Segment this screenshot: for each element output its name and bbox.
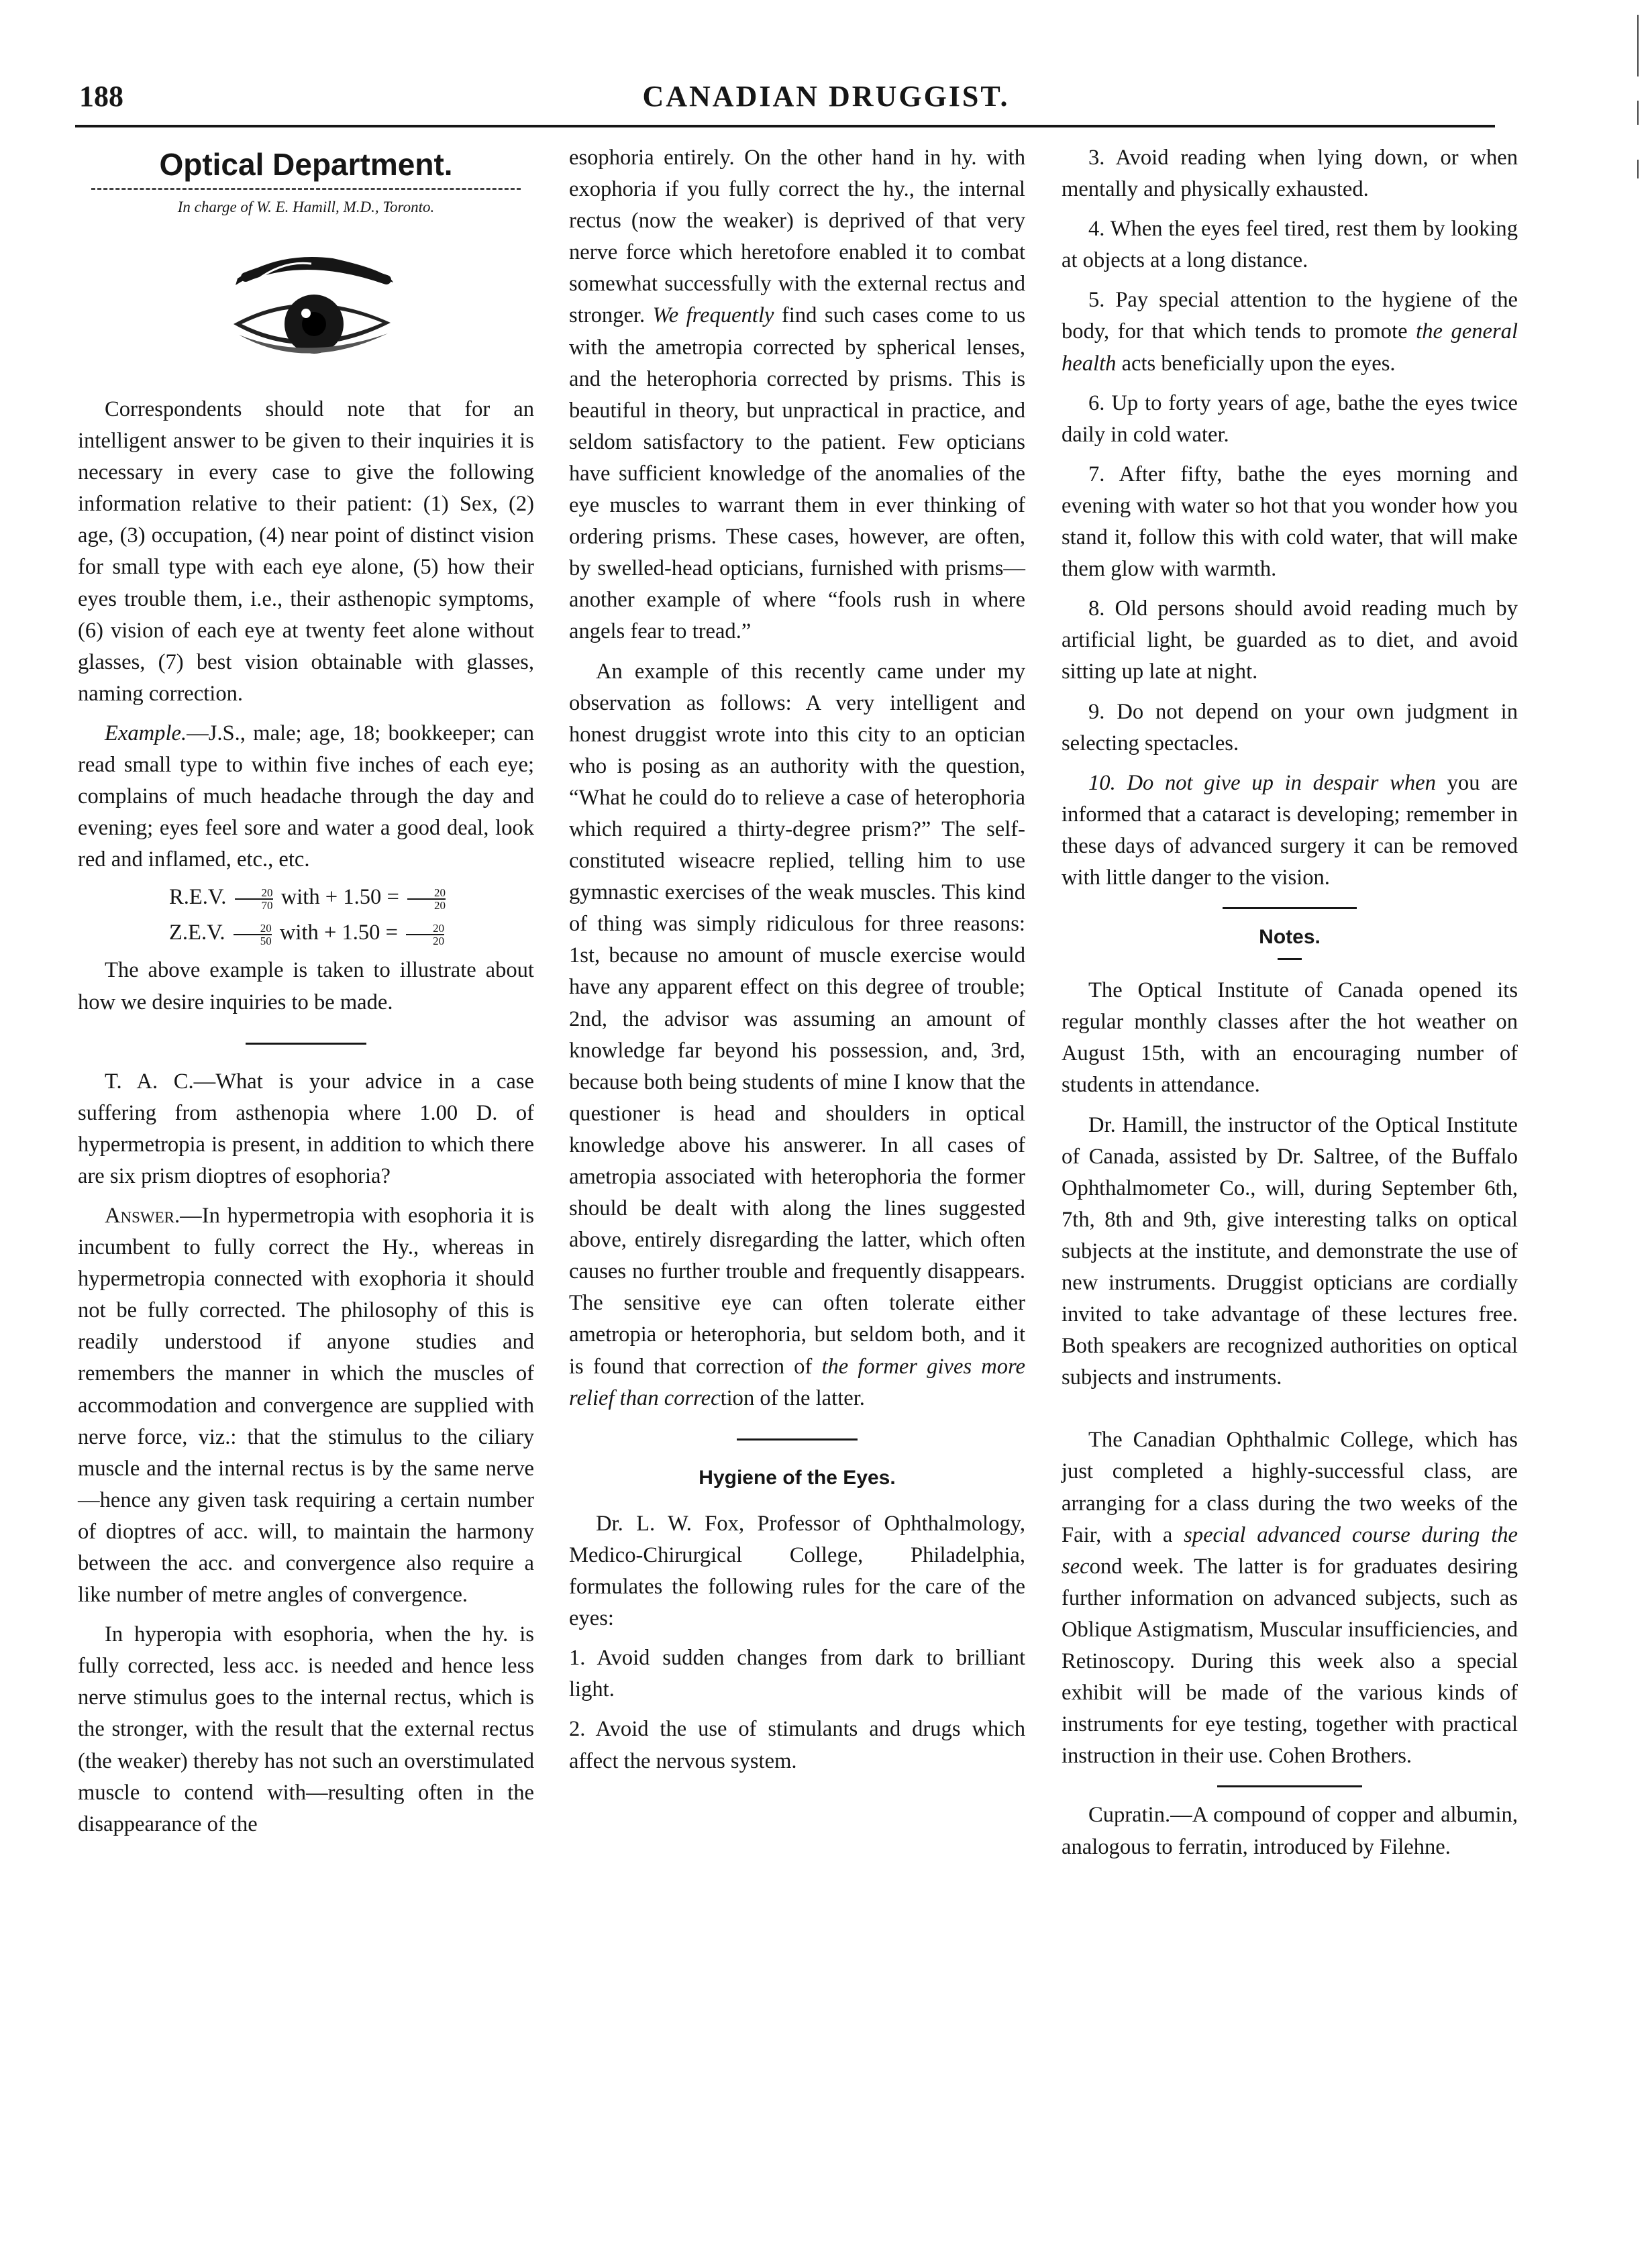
hygiene-heading: Hygiene of the Eyes. — [699, 1466, 896, 1489]
note-ophthalmic-college: The Canadian Ophthalmic College, which has just completed a highly-successful class, are arranging for a class during the two weeks of the Fair, with a special advanced course during the second week. The latter is for graduates desiring further information on advanced subjects, such as Oblique Astigmatism, Muscular insufficiencies, and Retinoscopy. During this week also a special exhibit will be made of the various kinds of instruments for eye testing, together with practical instruction in their use. Cohen Brothers. — [1062, 1428, 1518, 1769]
answer-text: —In hypermetropia with esophoria it is incumbent to fully correct the Hy., whereas in hypermetropia connected with exophoria it should not be fully corrected. The philosophy of this is readily understood if anyone studies and remembers the manner in which the muscles of accommodation and convergence are supplied with nerve force, viz.: that the stimulus to the ciliary muscle and the internal rectus is by the same nerve—hence any given task requiring a certain number of dioptres of acc. will, to maintain the harmony between the acc. and convergence also require a like number of metre angles of convergence. — [78, 1203, 534, 1608]
note-cupratin: Cupratin.—A compound of copper and albumin, analogous to ferratin, introduced by Filehne. — [1062, 1803, 1518, 1859]
answer-paragraph — [78, 1200, 534, 1611]
observation-paragraph: An example of this recently came under my observation as follows: A very intelligent and honest druggist wrote into this city to an optician who is posing as an authority with the question, “What he could do to relieve a case of heterophoria which required a thirty-degree prism?” The self-constituted wiseacre replied, telling him to use gymnastic exercises of the weak muscles. This kind of thing was simply ridiculous for three reasons: 1st, because no amount of muscle exercise would have any apparent effect on this degree of trouble; 2nd, the advisor was assuming an amount of knowledge far beyond his possession, and, 3rd, because both being students of mine I know that the questioner is head and shoulders in optical knowledge above his answerer. In all cases of ametropia associated with heterophoria the former should be dealt with along the lines suggested above, entirely disregarding the latter, which often causes no further trouble and frequently disappears. The sensitive eye can often tolerate either ametropia or heterophoria, but seldom both, and it is found that correction of the former gives more relief than correction of the latter. — [569, 659, 1025, 1410]
formula-eye: Z.E.V. — [169, 921, 225, 945]
example-note: The above example is taken to illustrate about how we desire inquiries to be made. — [78, 958, 534, 1014]
answer-label: Answer. — [105, 1203, 180, 1228]
hygiene-rule-1: 1. Avoid sudden changes from dark to brilliant light. — [569, 1646, 1025, 1702]
vision-fraction: $\frac{20}{70}$ — [235, 887, 273, 911]
eye-illustration-icon — [78, 244, 534, 378]
dashed-rule — [91, 188, 521, 190]
margin-mark — [1637, 160, 1639, 178]
hygiene-rule-7: 7. After fifty, bathe the eyes morning and evening with water so hot that you wonder how you stand it, follow this with cold water, that will make them glow with warmth. — [1062, 462, 1518, 582]
question-paragraph: T. A. C.—What is your advice in a case suffering from asthenopia where 1.00 D. of hypermetropia is present, in addition to which there are six prism dioptres of esophoria? — [78, 1069, 534, 1188]
header-rule — [75, 125, 1495, 127]
department-subtitle: In charge of W. E. Hamill, M.D., Toronto. — [177, 199, 435, 215]
hygiene-rule-10: 10. Do not give up in despair when you are informed that a cataract is developing; remember in these days of advanced surgery it can be removed with little danger to the vision. — [1062, 770, 1518, 890]
formula-correction: with + 1.50 = — [280, 885, 399, 910]
column-middle — [569, 142, 1025, 1785]
formula-right-eye — [78, 884, 534, 911]
notes-heading: Notes. — [1259, 926, 1321, 949]
spacer — [1062, 1402, 1518, 1424]
section-divider — [737, 1438, 858, 1440]
hygiene-rule-5: 5. Pay special attention to the hygiene of the body, for that which tends to promote the general health acts beneficially upon the eyes. — [1062, 288, 1518, 376]
margin-mark — [1637, 101, 1639, 125]
hygiene-rule-2: 2. Avoid the use of stimulants and drugs which affect the nervous system. — [569, 1717, 1025, 1773]
result-fraction: $\frac{20}{20}$ — [407, 887, 446, 911]
example-text: —J.S., male; age, 18; bookkeeper; can read small type to within five inches of each eye; complains of much headache through the day and evening; eyes feel sore and water a good deal, look red and inflamed, etc., etc. — [78, 721, 534, 872]
formula-left-eye — [78, 919, 534, 947]
example-label: Example. — [105, 721, 187, 745]
note-dr-hamill: Dr. Hamill, the instructor of the Optical Institute of Canada, assisted by Dr. Saltree, of the Buffalo Ophthalmometer Co., will, during September 6th, 7th, 8th and 9th, give interesting talks on optical subjects at the institute, and demonstrate the use of new instruments. Druggist opticians are cordially invited to take advantage of these lectures free. Both speakers are recognized authorities on optical subjects and instruments. — [1062, 1112, 1518, 1390]
hygiene-rule-3: 3. Avoid reading when lying down, or when mentally and physically exhausted. — [1062, 146, 1518, 202]
correspondents-paragraph: Correspondents should note that for an intelligent answer to be given to their inquiries it is necessary in every case to give the following information relative to their patient: (1) Sex, (2) age, (3) occupation, (4) near point of distinct vision for small type with each eye alone, (5) how their eyes trouble them, i.e., their asthenopic symptoms, (6) vision of each eye at twenty feet alone without glasses, (7) best vision obtainable with glasses, naming correction. — [78, 397, 534, 706]
formula-correction: with + 1.50 = — [279, 921, 398, 945]
column-left — [78, 142, 534, 1848]
margin-mark — [1637, 15, 1639, 76]
section-divider — [1217, 1785, 1362, 1787]
column-right — [1062, 142, 1518, 1871]
page-number: 188 — [79, 80, 123, 113]
result-fraction: $\frac{20}{20}$ — [406, 923, 444, 947]
continuation-paragraph: esophoria entirely. On the other hand in hy. with exophoria if you fully correct the hy., the internal rectus (now the weaker) is deprived of that very nerve force which heretofore enabled it to combat somewhat successfully with the external rectus and stronger. We frequently find such cases come to us with the ametropia corrected by spherical lenses, and the heterophoria corrected by prisms. This is beautiful in theory, but unpractical in practice, and seldom satisfactory to the patient. Few opticians have sufficient knowledge of the anomalies of the eye muscles to warrant them in ever thinking of ordering prisms. These cases, however, are often, by swelled-head opticians, furnished with prisms—another example of where “fools rush in where angels fear to tread.” — [569, 146, 1026, 644]
hygiene-intro: Dr. L. W. Fox, Professor of Ophthalmology, Medico-Chirurgical College, Philadelphia, formulates the following rules for the care of the eyes: — [569, 1511, 1025, 1631]
hyperopia-paragraph: In hyperopia with esophoria, when the hy. is fully corrected, less acc. is needed and hence less nerve stimulus goes to the internal rectus, which is the stronger, with the result that the external rectus (the weaker) thereby has not such an overstimulated muscle to contend with—resulting often in the disappearance of the — [78, 1622, 534, 1836]
department-title: Optical Department. — [159, 147, 453, 182]
example-paragraph — [78, 718, 534, 876]
section-divider — [1223, 907, 1357, 909]
hygiene-rule-4: 4. When the eyes feel tired, rest them by looking at objects at a long distance. — [1062, 217, 1518, 273]
hygiene-rule-9: 9. Do not depend on your own judgment in selecting spectacles. — [1062, 699, 1518, 755]
section-divider — [246, 1043, 366, 1045]
hygiene-rule-6: 6. Up to forty years of age, bathe the eyes twice daily in cold water. — [1062, 390, 1518, 447]
formula-eye: R.E.V. — [169, 885, 227, 910]
heading-dash — [1278, 958, 1302, 960]
hygiene-rule-8: 8. Old persons should avoid reading much by artificial light, be guarded as to diet, and avoid sitting up late at night. — [1062, 596, 1518, 684]
running-title: CANADIAN DRUGGIST. — [642, 80, 1010, 113]
vision-fraction: $\frac{20}{50}$ — [234, 923, 272, 947]
note-optical-institute: The Optical Institute of Canada opened its regular monthly classes after the hot weather on August 15th, with an encouraging number of students in attendance. — [1062, 978, 1518, 1098]
